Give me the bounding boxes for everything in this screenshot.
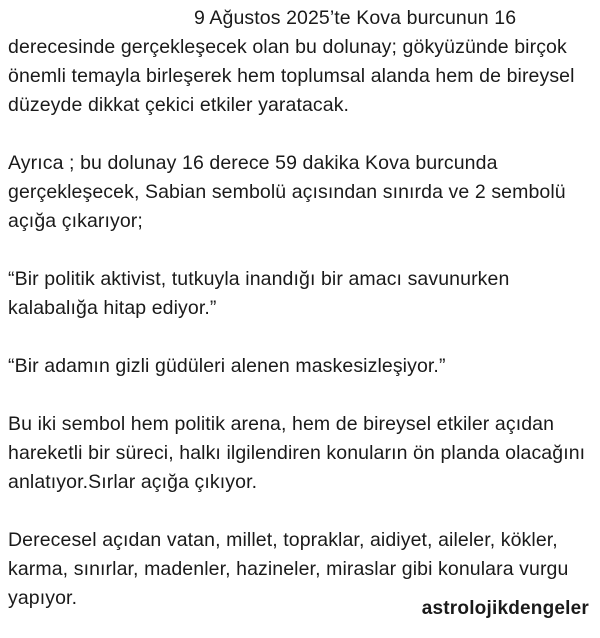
paragraph-sabian-symbol-1: “Bir politik aktivist, tutkuyla inandığı bir amacı savunurken kalabalığa hitap ediyor.” — [8, 268, 510, 319]
document-body — [8, 4, 592, 613]
paragraph-dolunay-intro: 9 Ağustos 2025’te Kova burcunun 16 derecesinde gerçekleşecek olan bu dolunay; gökyüzünde birçok önemli temayla birleşerek hem toplumsal alanda hem de bireysel düzeyde dikkat çekici etkiler yaratacak. — [8, 7, 575, 116]
paragraph-themes: Derecesel açıdan vatan, millet, topraklar, aidiyet, aileler, kökler, karma, sınırlar, madenler, hazineler, miraslar gibi konulara vurgu yapıyor. — [8, 529, 569, 609]
paragraph-sabian-info: Ayrıca ; bu dolunay 16 derece 59 dakika Kova burcunda gerçekleşecek, Sabian sembolü açısından sınırda ve 2 sembolü açığa çıkarıyor; — [8, 152, 566, 232]
paragraph-sabian-symbol-2: “Bir adamın gizli güdüleri alenen maskesizleşiyor.” — [8, 355, 446, 377]
author-signature: astrolojikdengeler — [421, 598, 589, 619]
paragraph-interpretation: Bu iki sembol hem politik arena, hem de bireysel etkiler açıdan hareketli bir süreci, halkı ilgilendiren konuların ön planda olacağını anlatıyor.Sırlar açığa çıkıyor. — [8, 413, 586, 493]
